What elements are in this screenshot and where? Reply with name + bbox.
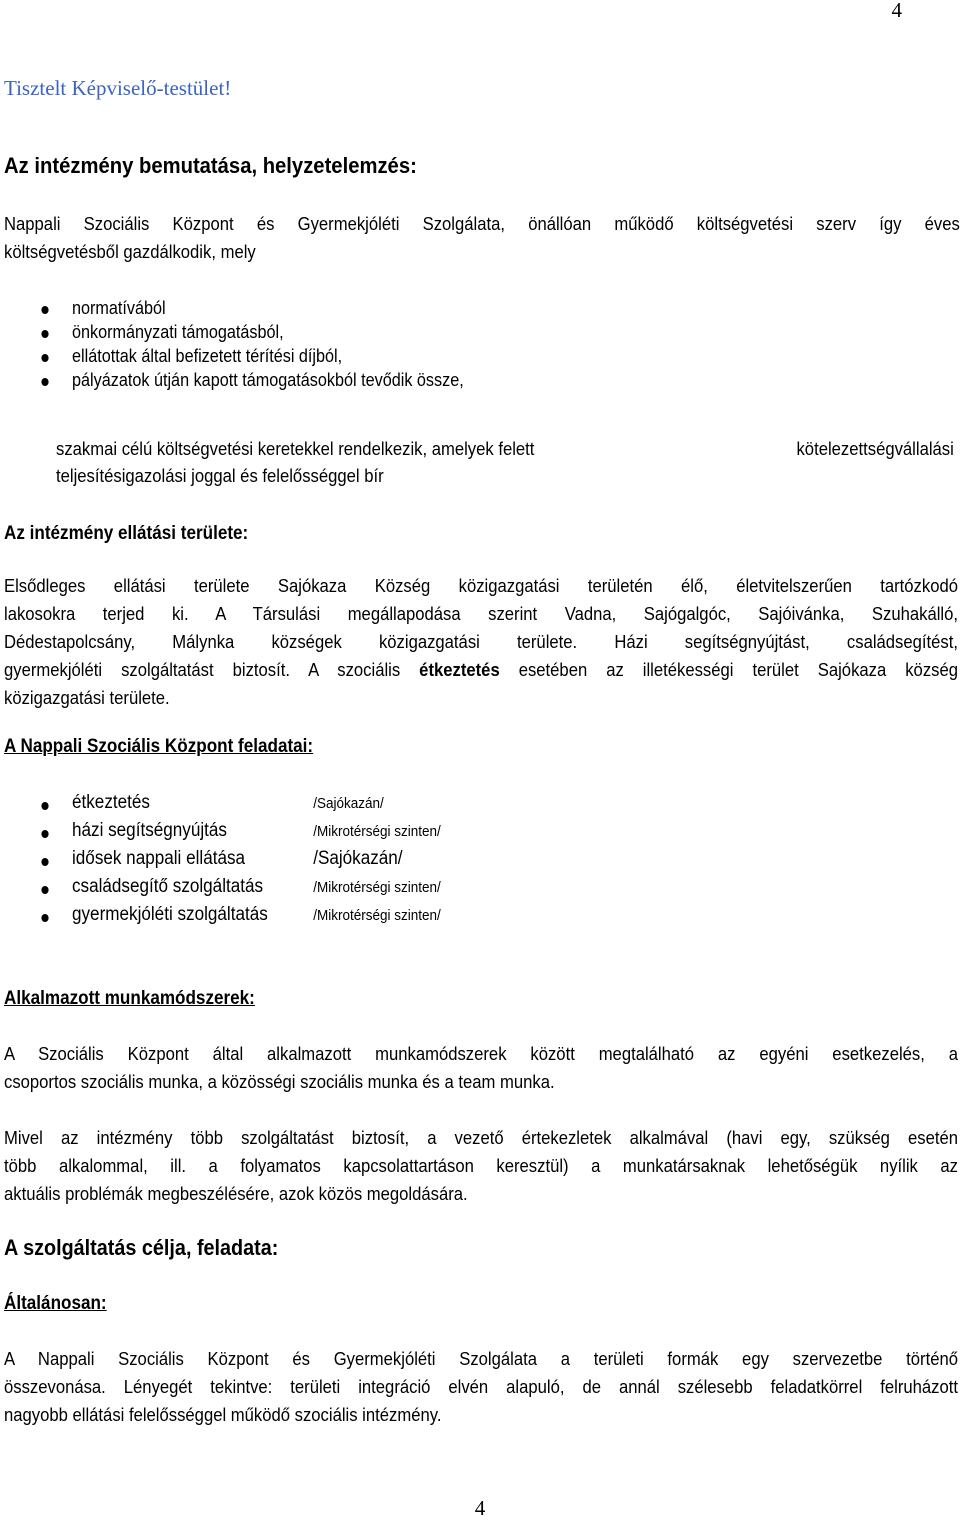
bullet-icon bbox=[41, 354, 48, 362]
methods-p1-line-1: A Szociális Központ által alkalmazott munkamódszerek között megtalálható az egyéni esetkezelés, a bbox=[4, 1043, 958, 1064]
bullet-icon bbox=[41, 858, 48, 866]
area-line-3: Dédestapolcsány, Málynka községek közigazgatási területe. Házi segítségnyújtást, családsegítést, bbox=[4, 631, 958, 652]
heading-szolgaltatas-celja: A szolgáltatás célja, feladata: bbox=[4, 1235, 279, 1260]
list-item: pályázatok útján kapott támogatásokból tevődik össze, bbox=[72, 370, 612, 394]
methods-p2-line-2: több alkalommal, ill. a folyamatos kapcsolattartáson keresztül) a munkatársaknak lehetőségük nyílik az bbox=[4, 1155, 958, 1176]
bullet-icon bbox=[41, 330, 48, 338]
intro-line-2: költségvetésből gazdálkodik, mely bbox=[4, 241, 256, 262]
area-line-1: Elsődleges ellátási területe Sajókaza Község közigazgatási területén élő, életvitelszerűen tartózkodó bbox=[4, 575, 958, 596]
bullet-icon bbox=[41, 914, 48, 922]
tasks-list: étkeztetés /Sajókazán/ házi segítségnyújtás /Mikrotérségi szinten/ idősek nappali ellátása /Sajókazán/ családsegítő szolgáltatás /Mikrotérségi szinten/ gyermekjóléti szolgáltatás /Mikrotérségi szinten/ bbox=[72, 792, 522, 932]
methods-p2-line-3: aktuális problémák megbeszélésére, azok közös megoldására. bbox=[4, 1183, 468, 1204]
heading-ellatasi-terulet: Az intézmény ellátási területe: bbox=[4, 523, 249, 544]
funding-list bbox=[72, 298, 612, 394]
bullet-icon bbox=[41, 830, 48, 838]
bullet-icon bbox=[41, 802, 48, 810]
methods-p1-line-2: csoportos szociális munka, a közösségi szociális munka és a team munka. bbox=[4, 1071, 555, 1092]
document-page: 4 Tisztelt Képviselő-testület! Az intézmény bemutatása, helyzetelemzés: Nappali Szociális Központ és Gyermekjóléti Szolgálata, önállóan működő költségvetési szerv így éves költségvetésből gazdálkodik, mely normatívából önkormányzati támogatásból, ellátottak által befizetett térítési díjból, pályázatok útján kapott támogatásokból tevődik össze, szakmai célú költségvetési keretekkel rendelkezik, amelyek felett kötelezettségvállalási teljesítésigazolási joggal és felelősséggel bír Az intézmény ellátási területe: Elsődleges ellátási területe Sajókaza Község közigazgatási területén élő, életvitelszerűen tartózkodó lakosokra terjed ki. A Társulási megállapodása szerint Vadna, Sajógalgóc, Sajóivánka, Szuhakálló, Dédestapolcsány, Málynka községek közigazgatási területe. Házi segítségnyújtást, családsegítést, gyermekjóléti szolgáltatást biztosít. A szociális étkeztetés esetében az illetékességi terület Sajókaza község közigazgatási területe. A Nappali Szociális Központ feladatai: étkeztetés /Sajókazán/ házi segítségnyújtás /Mikrotérségi szinten/ idősek nappali ellátása /Sajókazán/ családsegítő szolgáltatás /Mikrotérségi szinten/ gyermekjóléti szolgáltatás /Mikrotérségi szinten/ Alkalmazott munkamódszerek: A Szociális Központ által alkalmazott munkamódszerek között megtalálható az egyéni esetkezelés, a csoportos szociális munka, a közösségi szociális munka és a team munka. Mivel az intézmény több szolgáltatást biztosít, a vezető értekezletek alkalmával (havi egy, szükség esetén több alkalommal, ill. a folyamatos kapcsolattartáson keresztül) a munkatársaknak lehetőségük nyílik az aktuális problémák megbeszélésére, azok közös megoldására. A szolgáltatás célja, feladata: Általánosan: A Nappali Szociális Központ és Gyermekjóléti Szolgálata a területi formák egy szervezetbe történő összevonása. Lényegét tekintve: területi integráció elvén alapuló, de annál szélesebb feladatkörrel felruházott nagyobb ellátási felelősséggel működő szociális intézmény. 4 bbox=[0, 0, 960, 1520]
list-item: ellátottak által befizetett térítési díjból, bbox=[72, 346, 612, 370]
area-line-4: gyermekjóléti szolgáltatást biztosít. A szociális étkeztetés esetében az illetékességi terület Sajókaza község bbox=[4, 659, 958, 680]
purpose-line-1: A Nappali Szociális Központ és Gyermekjóléti Szolgálata a területi formák egy szervezetbe történő bbox=[4, 1348, 958, 1369]
area-line-2: lakosokra terjed ki. A Társulási megállapodása szerint Vadna, Sajógalgóc, Sajóivánka, Szuhakálló, bbox=[4, 603, 958, 624]
page-number-bottom: 4 bbox=[474, 1496, 486, 1520]
heading-feladatai: A Nappali Szociális Központ feladatai: bbox=[4, 736, 314, 757]
budget-line-1: szakmai célú költségvetési keretekkel rendelkezik, amelyek felett bbox=[56, 438, 535, 459]
heading-munkamodszerek: Alkalmazott munkamódszerek: bbox=[4, 988, 255, 1009]
area-line-5: közigazgatási területe. bbox=[4, 687, 170, 708]
intro-line-1: Nappali Szociális Központ és Gyermekjóléti Szolgálata, önállóan működő költségvetési szerv így éves bbox=[4, 213, 960, 234]
purpose-paragraph bbox=[4, 1345, 958, 1429]
intro-paragraph bbox=[4, 210, 960, 266]
salutation: Tisztelt Képviselő-testület! bbox=[4, 76, 232, 100]
methods-paragraph-2 bbox=[4, 1124, 958, 1208]
purpose-line-3: nagyobb ellátási felelősséggel működő szociális intézmény. bbox=[4, 1404, 442, 1425]
area-paragraph bbox=[4, 572, 958, 712]
budget-line-1-right: kötelezettségvállalási bbox=[796, 438, 954, 459]
budget-line-2: teljesítésigazolási joggal és felelősséggel bír bbox=[56, 465, 384, 486]
methods-paragraph-1 bbox=[4, 1040, 958, 1096]
list-item: önkormányzati támogatásból, bbox=[72, 322, 612, 346]
heading-intezmeny-bemutatasa: Az intézmény bemutatása, helyzetelemzés: bbox=[4, 153, 417, 178]
list-item: normatívából bbox=[72, 298, 612, 322]
bullet-icon bbox=[41, 886, 48, 894]
subheading-altalanosan: Általánosan: bbox=[4, 1293, 107, 1314]
methods-p2-line-1: Mivel az intézmény több szolgáltatást biztosít, a vezető értekezletek alkalmával (havi egy, szükség esetén bbox=[4, 1127, 958, 1148]
bullet-icon bbox=[41, 378, 48, 386]
purpose-line-2: összevonása. Lényegét tekintve: területi integráció elvén alapuló, de annál szélesebb feladatkörrel felruházott bbox=[4, 1376, 958, 1397]
bullet-icon bbox=[41, 306, 48, 314]
